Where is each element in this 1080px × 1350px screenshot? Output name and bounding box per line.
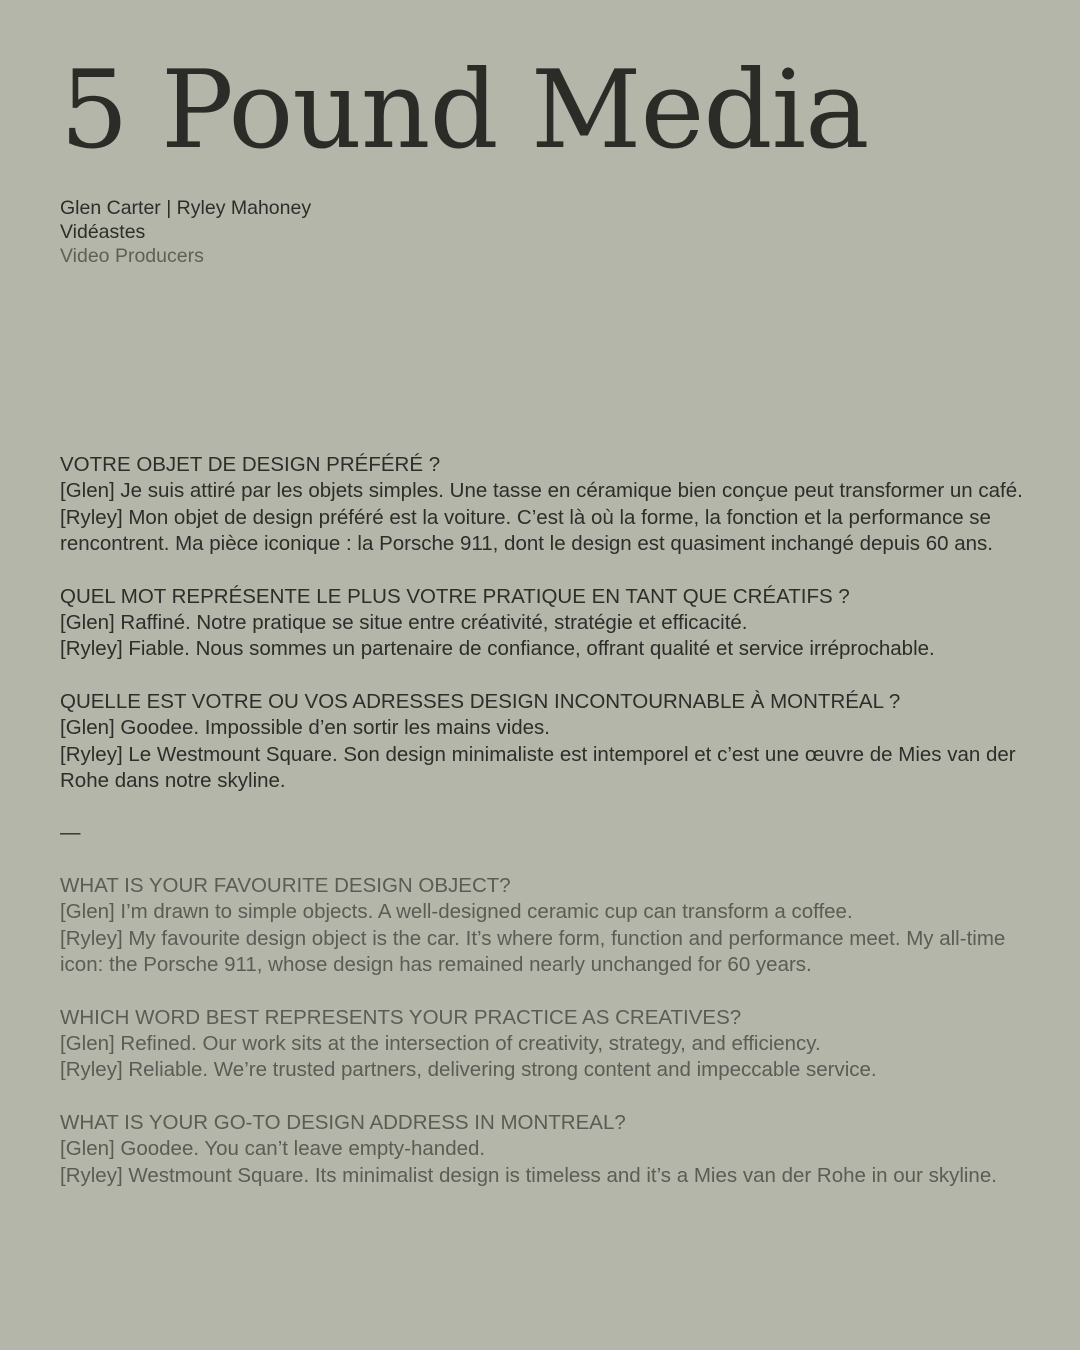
- answer: [Ryley] Fiable. Nous sommes un partenaire de confiance, offrant qualité et service irréprochable.: [60, 637, 935, 661]
- qa-block-fr: [60, 689, 1025, 795]
- question: WHAT IS YOUR FAVOURITE DESIGN OBJECT?: [60, 873, 511, 897]
- answer: [Glen] I’m drawn to simple objects. A well-designed ceramic cup can transform a coffee.: [60, 900, 853, 924]
- header-credits: [60, 196, 311, 268]
- page-title: 5 Pound Media: [60, 48, 869, 173]
- interview-body: [60, 452, 1025, 1215]
- answer: [Ryley] Le Westmount Square. Son design minimaliste est intemporel et c’est une œuvre de Mies van der Rohe dans notre skyline.: [60, 742, 1016, 793]
- qa-block-fr: [60, 452, 1025, 558]
- answer: [Glen] Je suis attiré par les objets simples. Une tasse en céramique bien conçue peut transformer un café.: [60, 479, 1023, 503]
- question: QUEL MOT REPRÉSENTE LE PLUS VOTRE PRATIQUE EN TANT QUE CRÉATIFS ?: [60, 584, 850, 608]
- question: VOTRE OBJET DE DESIGN PRÉFÉRÉ ?: [60, 453, 441, 476]
- qa-block-fr: [60, 584, 1025, 663]
- answer: [Glen] Raffiné. Notre pratique se situe entre créativité, stratégie et efficacité.: [60, 611, 748, 635]
- qa-block-en: [60, 1005, 1025, 1084]
- names-line: Glen Carter | Ryley Mahoney: [60, 197, 312, 219]
- answer: [Glen] Goodee. Impossible d’en sortir les mains vides.: [60, 716, 550, 740]
- answer: [Ryley] Reliable. We’re trusted partners, delivering strong content and impeccable service.: [60, 1058, 877, 1082]
- role-en: Video Producers: [60, 245, 204, 267]
- question: WHAT IS YOUR GO-TO DESIGN ADDRESS IN MONTREAL?: [60, 1110, 626, 1134]
- role-fr: Vidéastes: [60, 221, 146, 243]
- qa-block-en: [60, 873, 1025, 979]
- answer: [Glen] Refined. Our work sits at the intersection of creativity, strategy, and efficiency.: [60, 1031, 821, 1055]
- answer: [Ryley] Mon objet de design préféré est la voiture. C’est là où la forme, la fonction et la performance se rencontrent. Ma pièce iconique : la Porsche 911, dont le design est quasiment inchangé depuis 60 ans.: [60, 505, 993, 556]
- question: QUELLE EST VOTRE OU VOS ADRESSES DESIGN INCONTOURNABLE À MONTRÉAL ?: [60, 689, 901, 713]
- separator: —: [60, 821, 81, 845]
- question: WHICH WORD BEST REPRESENTS YOUR PRACTICE AS CREATIVES?: [60, 1005, 742, 1029]
- answer: [Ryley] My favourite design object is the car. It’s where form, function and performance meet. My all-time icon: the Porsche 911, whose design has remained nearly unchanged for 60 years.: [60, 926, 1006, 977]
- answer: [Glen] Goodee. You can’t leave empty-handed.: [60, 1137, 486, 1161]
- answer: [Ryley] Westmount Square. Its minimalist design is timeless and it’s a Mies van der Rohe in our skyline.: [60, 1163, 997, 1187]
- qa-block-en: [60, 1110, 1025, 1189]
